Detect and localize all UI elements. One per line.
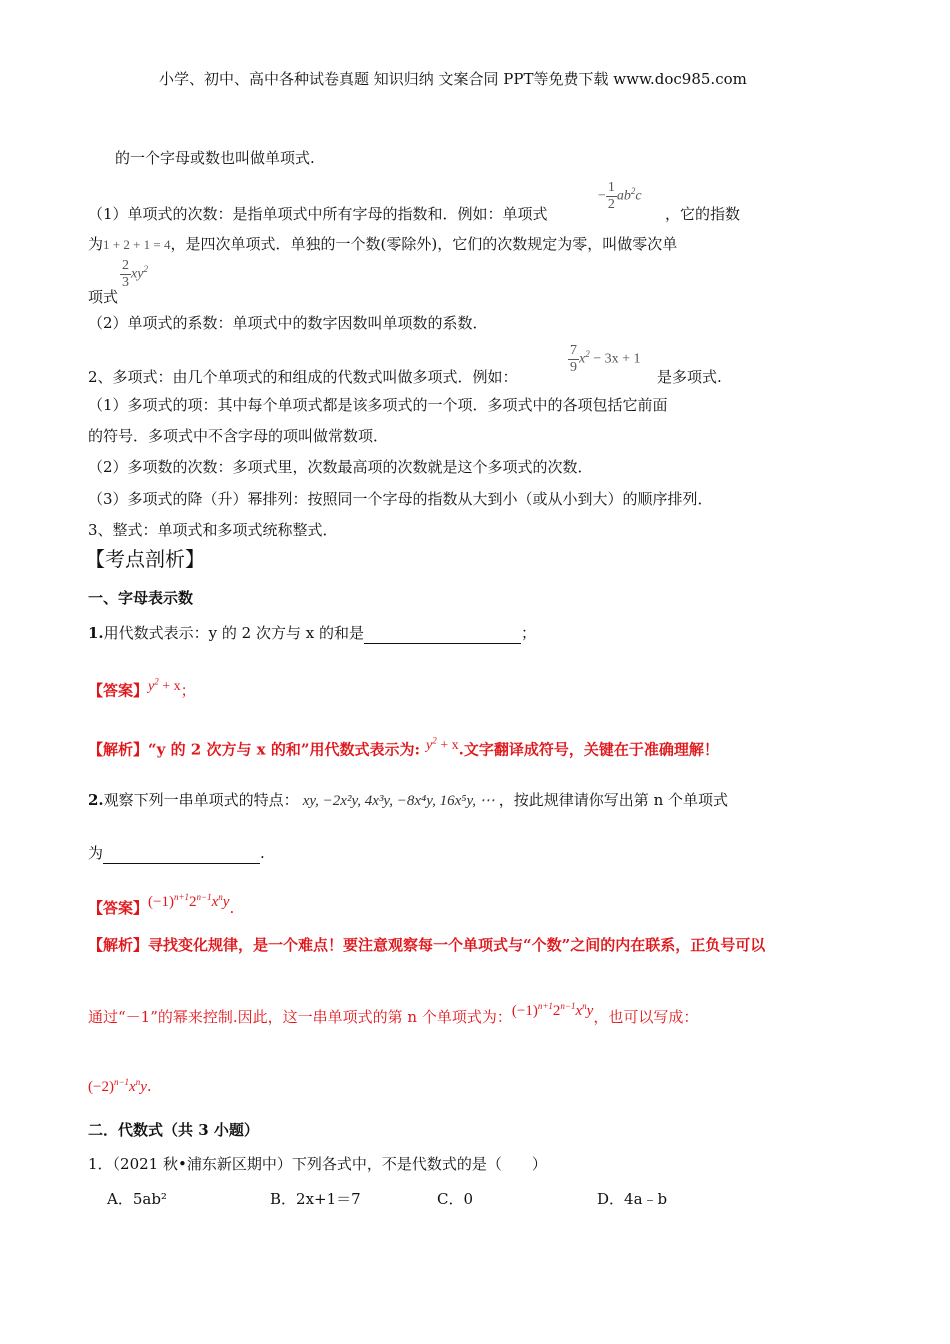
ex2-den: 3 xyxy=(122,275,129,290)
q1-analysis-text2: .文字翻译成符号，关键在于准确理解！ xyxy=(458,740,719,759)
q2-end: . xyxy=(260,844,265,862)
ex1-var: ab xyxy=(616,188,631,204)
q1-end: ； xyxy=(521,624,537,642)
q2-a2-fc-exp: n xyxy=(582,1001,587,1011)
question-1 xyxy=(88,623,536,644)
q2-fc-exp: n xyxy=(218,892,223,902)
degree-line2-rest: ，是四次单项式．单独的一个数(零除外)，它们的次数规定为零，叫做零次单 xyxy=(170,235,678,253)
q2-a2-fa: (−1) xyxy=(511,1003,538,1019)
degree-text-1: （1）单项式的次数：是指单项式中所有字母的指数和．例如：单项式 xyxy=(88,205,548,223)
q1-answer-label: 【答案】 xyxy=(88,681,149,700)
poly-fraction xyxy=(568,343,579,376)
q2-series: xy, −2x²y, 4x³y, −8x⁴y, 16x⁵y, ⋯ xyxy=(302,793,495,809)
line3-prefix: 项式 xyxy=(88,288,119,306)
example-monomial-1 xyxy=(598,180,642,213)
ex1-fraction xyxy=(606,180,617,213)
poly-example xyxy=(568,343,641,376)
degree-text-2: ，它的指数 xyxy=(665,205,741,223)
q1-answer-end: ； xyxy=(180,681,196,700)
poly-num: 7 xyxy=(570,343,577,358)
ex1-tail: c xyxy=(635,188,642,204)
poly-definition: 2、多项式：由几个单项式的和组成的代数式叫做多项式．例如： xyxy=(88,368,518,386)
q2-text1: 观察下列一串单项式的特点： xyxy=(103,791,299,809)
q2-analysis-line1 xyxy=(88,935,765,955)
q2-analysis-text2: 通过“－1”的幂来控制.因此，这一串单项式的第 n 个单项式为： xyxy=(88,1008,512,1026)
coefficient-text: （2）单项式的系数：单项式中的数字因数叫单项数的系数． xyxy=(88,314,488,332)
ex1-exp: 2 xyxy=(630,186,636,197)
question-2 xyxy=(88,790,728,811)
q2-alt-tail: . xyxy=(146,1077,152,1095)
q1-blank[interactable] xyxy=(364,623,521,644)
q2-number: 2. xyxy=(88,791,104,809)
q2-answer-end: . xyxy=(229,899,235,917)
q1-number: 1. xyxy=(88,624,104,642)
q2-a2-fd: y xyxy=(586,1003,594,1019)
poly-item-2: （2）多项数的次数：多项式里，次数最高项的次数就是这个多项式的次数． xyxy=(88,458,593,476)
q2-a2-fb-exp: n−1 xyxy=(560,1001,576,1011)
integral-expression: 3、整式：单项式和多项式统称整式． xyxy=(88,521,338,539)
q2-a2-fb: 2 xyxy=(552,1003,561,1019)
q2-a2-fa-exp: n+1 xyxy=(537,1001,553,1011)
page-header: 小学、初中、高中各种试卷真题 知识归纳 文案合同 PPT等免费下载 www.doc985.com xyxy=(159,70,747,88)
sum-expression: 1 + 2 + 1 = 4 xyxy=(103,237,171,252)
poly-item-3: （3）多项式的降（升）幂排列：按照同一个字母的指数从大到小（或从小到大）的顺序排列． xyxy=(88,490,713,508)
ex1-sign: − xyxy=(598,188,606,204)
degree-line-2 xyxy=(88,234,677,255)
poly-item-1b: 的符号．多项式中不含字母的项叫做常数项． xyxy=(88,427,389,445)
ex2-num: 2 xyxy=(122,258,129,273)
q2-analysis-label: 【解析】 xyxy=(88,936,149,954)
q2-text2: ，按此规律请你写出第 n 个单项式 xyxy=(498,791,728,809)
ex2-fraction xyxy=(120,258,131,291)
q2-fc: x xyxy=(211,894,219,910)
section2-title: 二．代数式（共 3 小题） xyxy=(88,1121,259,1139)
q2-fa-exp: n+1 xyxy=(173,892,190,902)
q2-alt-a-exp: n−1 xyxy=(113,1077,130,1087)
q2-alt-c: x xyxy=(129,1079,136,1095)
intro-line: 的一个字母或数也叫做单项式. xyxy=(115,149,315,167)
q2-fd: y xyxy=(222,894,230,910)
degree-line2-prefix: 为 xyxy=(88,235,104,253)
q2-answer-label: 【答案】 xyxy=(88,899,149,917)
q1-answer-rest: + x xyxy=(158,678,181,694)
ex2-exp: 2 xyxy=(143,264,148,275)
q1-analysis-base: y xyxy=(426,737,433,753)
poly-var: x xyxy=(579,351,586,367)
q1-answer xyxy=(88,677,196,703)
q3-stem: 1．（2021 秋•浦东新区期中）下列各式中，不是代数式的是（ ） xyxy=(88,1155,547,1173)
q1-analysis-rest: + x xyxy=(436,737,459,753)
poly-def-tail: 是多项式. xyxy=(657,368,722,386)
poly-den: 9 xyxy=(570,360,577,375)
poly-exp: 2 xyxy=(585,349,590,360)
q3-option-b[interactable]: B．2x+1＝7 xyxy=(270,1190,361,1208)
q3-option-c[interactable]: C．0 xyxy=(437,1190,474,1208)
q2-analysis-line2 xyxy=(88,1003,698,1028)
q2-alt-a: (−2) xyxy=(88,1079,114,1095)
q3-option-d[interactable]: D．4a﹣b xyxy=(597,1190,668,1208)
q1-analysis-text1: “y 的 2 次方与 x 的和”用代数式表示为: xyxy=(148,740,421,759)
q2-fb-exp: n−1 xyxy=(196,892,212,902)
q1-answer-base: y xyxy=(148,678,155,694)
q1-text: 用代数式表示：y 的 2 次方与 x 的和是 xyxy=(103,624,364,642)
example-monomial-2 xyxy=(120,258,148,291)
ex2-var: xy xyxy=(131,266,144,282)
q1-analysis xyxy=(88,736,719,762)
ex1-den: 2 xyxy=(607,197,615,212)
q2-analysis-text1: 寻找变化规律，是一个难点！要注意观察每一个单项式与“个数”之间的内在联系，正负号可以 xyxy=(148,936,766,954)
q2-fb: 2 xyxy=(189,894,197,910)
section1-title: 一、字母表示数 xyxy=(88,589,194,607)
q2-blank[interactable] xyxy=(103,843,260,864)
poly-tail: − 3x + 1 xyxy=(589,351,641,367)
q2-line2 xyxy=(88,843,265,864)
q1-answer-exp: 2 xyxy=(154,676,159,686)
q2-analysis-line3 xyxy=(88,1072,152,1097)
q2-a2-fc: x xyxy=(575,1003,583,1019)
q2-answer xyxy=(88,894,234,919)
q2-alt-d: y xyxy=(140,1079,147,1095)
ex1-num: 1 xyxy=(607,180,615,195)
q3-option-a[interactable]: A．5ab² xyxy=(107,1190,167,1208)
q2-analysis-tail: ，也可以写成： xyxy=(593,1008,699,1026)
q1-analysis-exp: 2 xyxy=(432,735,437,745)
q2-fa: (−1) xyxy=(148,894,174,910)
q1-analysis-label: 【解析】 xyxy=(88,740,149,759)
section-title: 【考点剖析】 xyxy=(85,547,205,571)
poly-item-1a: （1）多项式的项：其中每个单项式都是该多项式的一个项．多项式中的各项包括它前面 xyxy=(88,396,668,414)
q2-alt-c-exp: n xyxy=(135,1077,141,1087)
q2-text3: 为 xyxy=(88,844,104,862)
